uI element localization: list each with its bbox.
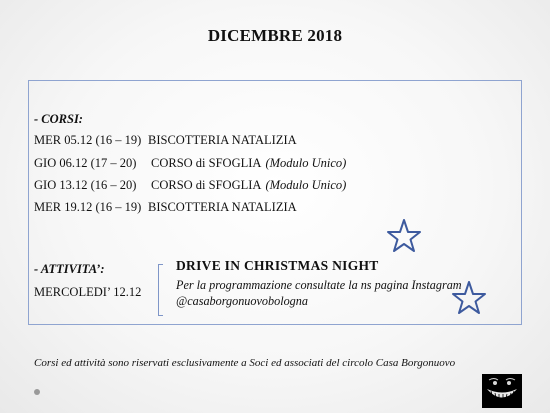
course-name: CORSO di SFOGLIA (151, 178, 262, 192)
course-name: BISCOTTERIA NATALIZIA (148, 200, 297, 214)
star-outline-icon (386, 218, 422, 254)
attivita-heading: - ATTIVITA’: (34, 262, 105, 276)
course-item (34, 156, 346, 171)
star-outline-icon (451, 280, 487, 316)
course-name: CORSO di SFOGLIA (151, 156, 262, 170)
bracket-divider (158, 264, 164, 316)
instagram-handle: @casaborgonuovobologna (176, 294, 308, 308)
course-date: MER 05.12 (16 – 19) (34, 133, 142, 147)
course-item (34, 200, 297, 215)
footer-note: Corsi ed attività sono riservati esclusivamente a Soci ed associati del circolo Casa Borgonuovo (34, 357, 456, 369)
course-date: GIO 13.12 (16 – 20) (34, 178, 137, 192)
event-title: DRIVE IN CHRISTMAS NIGHT (176, 258, 379, 273)
slide-bullet (34, 389, 40, 395)
course-item (34, 178, 346, 193)
course-note: (Modulo Unico) (265, 156, 347, 170)
course-name: BISCOTTERIA NATALIZIA (148, 133, 297, 147)
page-title: DICEMBRE 2018 (207, 26, 343, 45)
corsi-heading: - CORSI: (34, 112, 83, 126)
event-description: Per la programmazione consultate la ns pagina Instagram (176, 278, 462, 292)
course-item (34, 133, 297, 148)
activity-date: MERCOLEDI’ 12.12 (34, 285, 142, 299)
course-date: MER 19.12 (16 – 19) (34, 200, 142, 214)
course-date: GIO 06.12 (17 – 20) (34, 156, 137, 170)
cheshire-cat-smile-logo (482, 374, 522, 408)
course-note: (Modulo Unico) (265, 178, 347, 192)
